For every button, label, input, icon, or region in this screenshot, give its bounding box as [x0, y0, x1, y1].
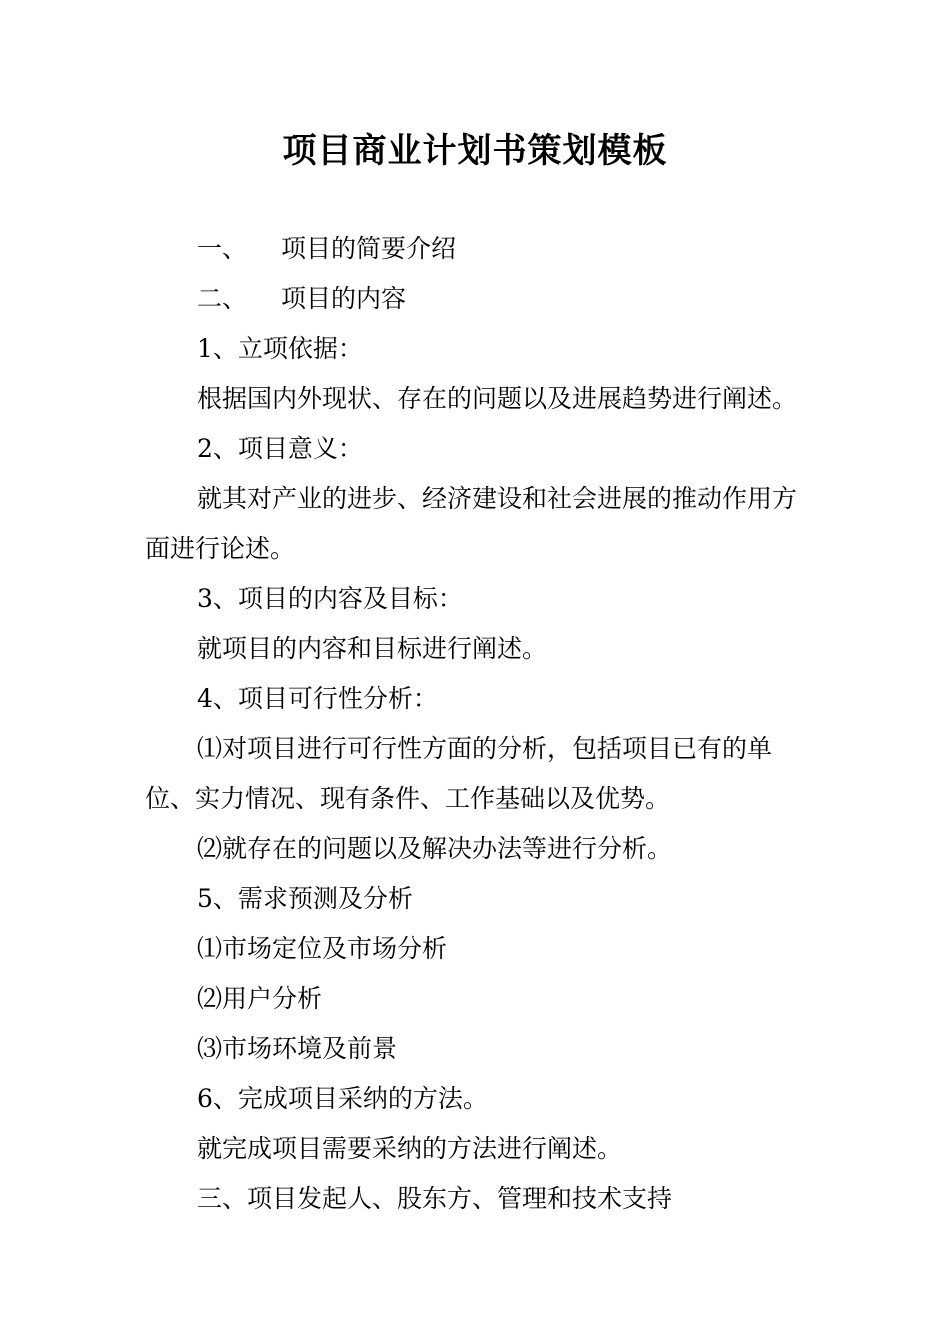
section-heading-3: 三、项目发起人、股东方、管理和技术支持 — [197, 1184, 673, 1213]
section-title: 项目的内容 — [281, 284, 407, 313]
paragraph-content-goals: 就项目的内容和目标进行阐述。 — [197, 634, 548, 663]
paragraph-feasibility-1: ⑴对项目进行可行性方面的分析，包括项目已有的单位、实力情况、现有条件、工作基础以及优势。 — [145, 734, 773, 813]
subheading-demand: 5、需求预测及分析 — [197, 884, 413, 913]
document-title: 项目商业计划书策划模板 — [282, 131, 668, 171]
paragraph-significance: 就其对产业的进步、经济建设和社会进展的推动作用方面进行论述。 — [145, 484, 798, 563]
section-heading-1 — [145, 224, 810, 274]
list-item-environment: ⑶市场环境及前景 — [197, 1034, 398, 1063]
subheading-feasibility: 4、项目可行性分析： — [197, 684, 438, 713]
subheading-method: 6、完成项目采纳的方法。 — [197, 1084, 488, 1113]
subheading-significance: 2、项目意义： — [197, 434, 363, 463]
paragraph-feasibility-2: ⑵就存在的问题以及解决办法等进行分析。 — [197, 834, 673, 863]
section-title: 项目的简要介绍 — [281, 234, 457, 263]
section-number: 一、 — [197, 234, 248, 263]
document-body — [145, 224, 810, 1224]
subheading-content-goals: 3、项目的内容及目标： — [197, 584, 463, 613]
list-item-users: ⑵用户分析 — [197, 984, 323, 1013]
subheading-basis: 1、立项依据： — [197, 334, 363, 363]
list-item-market: ⑴市场定位及市场分析 — [197, 934, 448, 963]
paragraph-method: 就完成项目需要采纳的方法进行阐述。 — [197, 1134, 623, 1163]
section-heading-2 — [145, 274, 810, 324]
section-number: 二、 — [197, 284, 248, 313]
paragraph-basis: 根据国内外现状、存在的问题以及进展趋势进行阐述。 — [197, 384, 798, 413]
